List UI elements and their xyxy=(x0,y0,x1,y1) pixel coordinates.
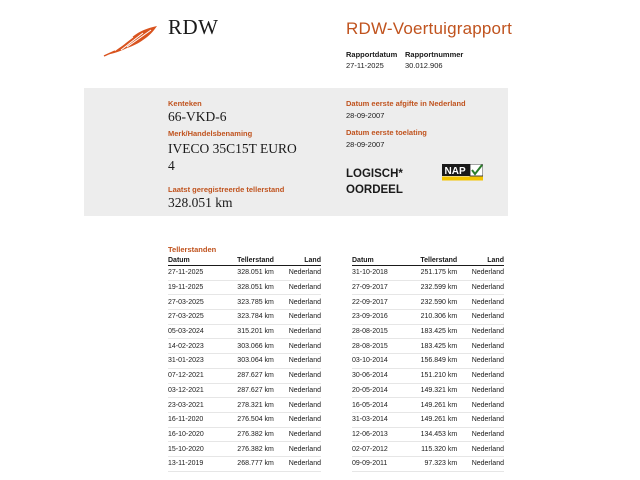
tellerstand-cell: 287.627 km xyxy=(220,383,274,398)
datum-cell: 14-02-2023 xyxy=(168,339,220,354)
datum-cell: 03-12-2021 xyxy=(168,383,220,398)
table-row xyxy=(352,442,504,457)
table-row xyxy=(168,427,321,442)
datum-cell: 27-11-2025 xyxy=(168,266,220,281)
afgifte-value: 28-09-2007 xyxy=(346,111,385,120)
land-cell: Nederland xyxy=(274,280,321,295)
datum-cell: 27-09-2017 xyxy=(352,280,404,295)
land-cell: Nederland xyxy=(274,266,321,281)
column-header-tellerstand: Tellerstand xyxy=(404,255,457,266)
table-row xyxy=(168,398,321,413)
land-cell: Nederland xyxy=(274,354,321,369)
land-cell: Nederland xyxy=(457,383,504,398)
datum-cell: 20-05-2014 xyxy=(352,383,404,398)
table-row xyxy=(352,398,504,413)
tellerstand-cell: 276.504 km xyxy=(220,412,274,427)
land-cell: Nederland xyxy=(274,339,321,354)
datum-cell: 31-10-2018 xyxy=(352,266,404,281)
odometer-left-rows xyxy=(168,266,321,472)
tellerstand-cell: 151.210 km xyxy=(404,368,457,383)
table-row xyxy=(168,295,321,310)
tellerstand-cell: 328.051 km xyxy=(220,266,274,281)
afgifte-label: Datum eerste afgifte in Nederland xyxy=(346,99,466,108)
datum-cell: 13-11-2019 xyxy=(168,456,220,471)
datum-cell: 15-10-2020 xyxy=(168,442,220,457)
land-cell: Nederland xyxy=(457,427,504,442)
brand-name: RDW xyxy=(168,15,219,39)
datum-cell: 16-11-2020 xyxy=(168,412,220,427)
datum-cell: 02-07-2012 xyxy=(352,442,404,457)
land-cell: Nederland xyxy=(457,442,504,457)
land-cell: Nederland xyxy=(274,310,321,325)
table-row xyxy=(168,324,321,339)
datum-cell: 23-09-2016 xyxy=(352,310,404,325)
tellerstand-cell: 251.175 km xyxy=(404,266,457,281)
datum-cell: 23-03-2021 xyxy=(168,398,220,413)
land-cell: Nederland xyxy=(274,427,321,442)
table-header-row xyxy=(168,255,321,266)
tellerstand-cell: 278.321 km xyxy=(220,398,274,413)
land-cell: Nederland xyxy=(457,398,504,413)
datum-cell: 28-08-2015 xyxy=(352,324,404,339)
datum-cell: 07-12-2021 xyxy=(168,368,220,383)
datum-cell: 28-08-2015 xyxy=(352,339,404,354)
tellerstand-cell: 328.051 km xyxy=(220,280,274,295)
kenteken-value: 66-VKD-6 xyxy=(168,109,227,124)
tellerstand-cell: 149.261 km xyxy=(404,398,457,413)
datum-cell: 19-11-2025 xyxy=(168,280,220,295)
table-row xyxy=(352,266,504,281)
table-row xyxy=(168,280,321,295)
tellerstand-label: Laatst geregistreerde tellerstand xyxy=(168,185,285,194)
table-row xyxy=(352,383,504,398)
datum-cell: 31-03-2014 xyxy=(352,412,404,427)
land-cell: Nederland xyxy=(274,295,321,310)
tellerstand-cell: 115.320 km xyxy=(404,442,457,457)
tellerstand-cell: 323.785 km xyxy=(220,295,274,310)
table-row xyxy=(168,412,321,427)
land-cell: Nederland xyxy=(457,412,504,427)
table-row xyxy=(168,368,321,383)
column-header-tellerstand: Tellerstand xyxy=(220,255,274,266)
column-header-land: Land xyxy=(274,255,321,266)
toelating-label: Datum eerste toelating xyxy=(346,128,427,137)
datum-cell: 09-09-2011 xyxy=(352,456,404,471)
table-row xyxy=(352,427,504,442)
table-header-row xyxy=(352,255,504,266)
table-row xyxy=(168,442,321,457)
tellerstand-cell: 232.599 km xyxy=(404,280,457,295)
odometer-table-left xyxy=(168,255,321,472)
table-row xyxy=(168,456,321,471)
tellerstand-cell: 287.627 km xyxy=(220,368,274,383)
land-cell: Nederland xyxy=(457,354,504,369)
toelating-value: 28-09-2007 xyxy=(346,140,385,149)
tellerstand-cell: 210.306 km xyxy=(404,310,457,325)
table-row xyxy=(352,310,504,325)
datum-cell: 27-03-2025 xyxy=(168,295,220,310)
land-cell: Nederland xyxy=(457,324,504,339)
column-header-datum: Datum xyxy=(352,255,404,266)
tellerstand-cell: 303.064 km xyxy=(220,354,274,369)
table-row xyxy=(168,354,321,369)
tellerstand-cell: 315.201 km xyxy=(220,324,274,339)
tellerstand-cell: 303.066 km xyxy=(220,339,274,354)
land-cell: Nederland xyxy=(457,310,504,325)
tellerstand-cell: 97.323 km xyxy=(404,456,457,471)
tellerstand-cell: 149.261 km xyxy=(404,412,457,427)
land-cell: Nederland xyxy=(274,368,321,383)
tellerstand-cell: 323.784 km xyxy=(220,310,274,325)
datum-cell: 12-06-2013 xyxy=(352,427,404,442)
land-cell: Nederland xyxy=(274,383,321,398)
rapportnummer-label: Rapportnummer xyxy=(405,50,464,59)
table-row xyxy=(352,456,504,471)
table-row xyxy=(352,412,504,427)
land-cell: Nederland xyxy=(457,266,504,281)
oordeel-line1: LOGISCH* xyxy=(346,168,403,180)
datum-cell: 27-03-2025 xyxy=(168,310,220,325)
datum-cell: 16-05-2014 xyxy=(352,398,404,413)
datum-cell: 31-01-2023 xyxy=(168,354,220,369)
kenteken-label: Kenteken xyxy=(168,99,202,108)
table-row xyxy=(352,324,504,339)
column-header-datum: Datum xyxy=(168,255,220,266)
datum-cell: 03-10-2014 xyxy=(352,354,404,369)
merk-value-line1: IVECO 35C15T EURO xyxy=(168,141,297,156)
merk-label: Merk/Handelsbenaming xyxy=(168,129,253,138)
land-cell: Nederland xyxy=(274,324,321,339)
land-cell: Nederland xyxy=(274,442,321,457)
table-row xyxy=(168,266,321,281)
oordeel-line2: OORDEEL xyxy=(346,184,403,196)
table-row xyxy=(352,295,504,310)
land-cell: Nederland xyxy=(274,398,321,413)
table-row xyxy=(168,310,321,325)
table-row xyxy=(168,383,321,398)
report-title: RDW-Voertuigrapport xyxy=(346,19,512,38)
tellerstanden-title: Tellerstanden xyxy=(168,245,217,254)
tellerstand-cell: 149.321 km xyxy=(404,383,457,398)
nap-checkmark-logo-icon xyxy=(442,164,483,181)
rapportdatum-value: 27-11-2025 xyxy=(346,61,384,70)
land-cell: Nederland xyxy=(457,456,504,471)
land-cell: Nederland xyxy=(457,339,504,354)
table-row xyxy=(352,354,504,369)
tellerstand-cell: 276.382 km xyxy=(220,427,274,442)
datum-cell: 22-09-2017 xyxy=(352,295,404,310)
rapportnummer-value: 30.012.906 xyxy=(405,61,443,70)
land-cell: Nederland xyxy=(274,456,321,471)
svg-text:NAP: NAP xyxy=(444,166,466,177)
merk-value-line2: 4 xyxy=(168,158,175,173)
datum-cell: 30-06-2014 xyxy=(352,368,404,383)
column-header-land: Land xyxy=(457,255,504,266)
tellerstand-cell: 232.590 km xyxy=(404,295,457,310)
datum-cell: 05-03-2024 xyxy=(168,324,220,339)
tellerstand-cell: 268.777 km xyxy=(220,456,274,471)
tellerstand-cell: 134.453 km xyxy=(404,427,457,442)
rdw-feather-logo-icon xyxy=(103,24,159,58)
tellerstand-value: 328.051 km xyxy=(168,195,233,210)
rapportdatum-label: Rapportdatum xyxy=(346,50,398,59)
datum-cell: 16-10-2020 xyxy=(168,427,220,442)
land-cell: Nederland xyxy=(457,280,504,295)
tellerstand-cell: 156.849 km xyxy=(404,354,457,369)
table-row xyxy=(352,339,504,354)
land-cell: Nederland xyxy=(274,412,321,427)
tellerstand-cell: 276.382 km xyxy=(220,442,274,457)
land-cell: Nederland xyxy=(457,295,504,310)
odometer-table-right xyxy=(352,255,504,472)
table-row xyxy=(352,280,504,295)
tellerstand-cell: 183.425 km xyxy=(404,324,457,339)
table-row xyxy=(168,339,321,354)
table-row xyxy=(352,368,504,383)
tellerstand-cell: 183.425 km xyxy=(404,339,457,354)
odometer-right-rows xyxy=(352,266,504,472)
land-cell: Nederland xyxy=(457,368,504,383)
